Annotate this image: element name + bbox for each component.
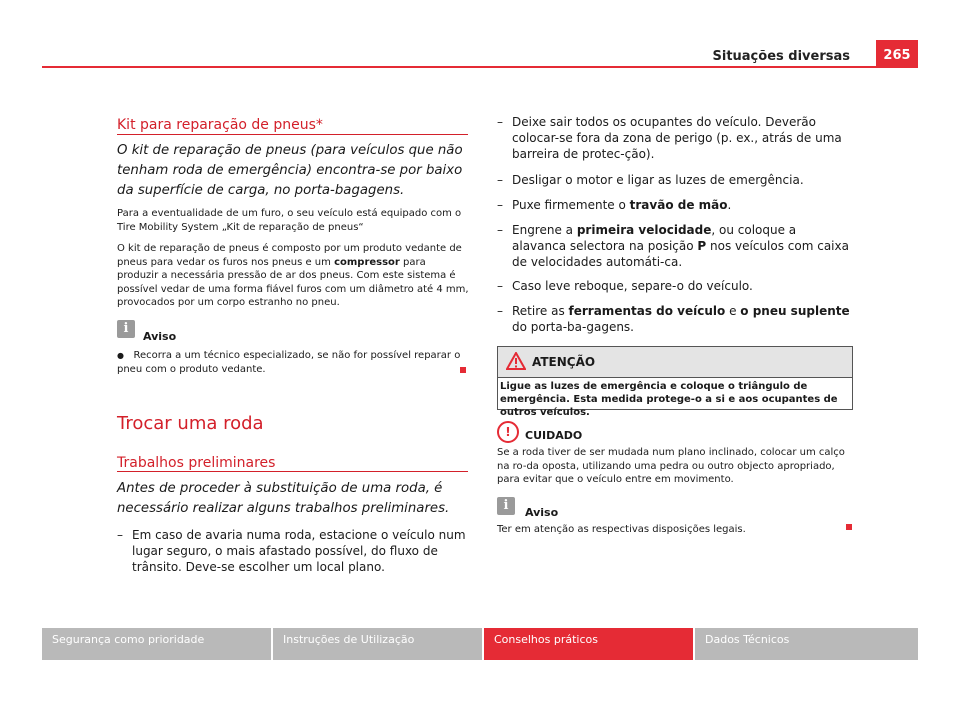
step-text: Desligar o motor e ligar as luzes de emergência. (512, 173, 804, 187)
kit-paragraph-2 (117, 242, 469, 310)
page-number: 265 (876, 40, 918, 66)
step-text (512, 222, 853, 270)
prelim-lead-text: Antes de proceder à substituição de uma roda, é necessário realizar alguns trabalhos preliminares. (117, 481, 450, 516)
running-header-title: Situações diversas (712, 49, 850, 64)
kit-p2-text-end: para produzir a necessária pressão de ar dos pneus. Com este sistema é possível vedar de uma forma fiável furos com um diâmetro até 4 mm, provocados por um corpo estranho no pneu. (117, 256, 469, 308)
step-text-part: , ou coloque a alavanca selectora na posição (512, 223, 797, 253)
section-end-mark (460, 367, 466, 373)
step-item (497, 197, 853, 213)
kit-lead-text: O kit de reparação de pneus (para veículos que não tenham roda de emergência) encontra-se por baixo da superfície de carga, no porta-bagagens. (117, 143, 463, 198)
dash-mark: – (497, 223, 503, 237)
aviso-text (117, 349, 469, 376)
caution-text: Se a roda tiver de ser mudada num plano inclinado, colocar um calço na ro-da oposta, utilizando uma pedra ou outro objecto apropriado, para evitar que o veículo entre em movimento. (497, 447, 845, 485)
step-text-part: . (727, 198, 732, 212)
caution-icon: ! (497, 421, 519, 443)
kit-paragraph-1: Para a eventualidade de um furo, o seu veículo está equipado com o Tire Mobility System „Kit de reparação de pneus“ (117, 208, 462, 233)
footer-tab-label: Instruções de Utilização (283, 633, 415, 646)
footer-tab-label: Segurança como prioridade (52, 633, 205, 646)
header-rule (42, 66, 918, 68)
warning-box (497, 346, 853, 418)
footer-tab-instructions[interactable] (273, 628, 482, 660)
kit-p2-text: O kit de reparação de pneus é composto por um produto vedante de pneus para vedar os furos nos pneus e um (117, 243, 462, 268)
dash-mark: – (117, 528, 123, 542)
dash-mark: – (497, 304, 503, 318)
step-bold: P (697, 239, 707, 253)
step-text (512, 303, 853, 335)
footer-tab-safety[interactable] (42, 628, 271, 660)
footer-tab-technical-data[interactable] (695, 628, 918, 660)
dash-mark: – (497, 279, 503, 293)
step-text-part: Puxe firmemente o (512, 198, 630, 212)
step-text: Deixe sair todos os ocupantes do veículo. Deverão colocar-se fora da zona de perigo (p. ex., atrás de uma barreira de protec-ção). (512, 115, 842, 161)
dash-mark: – (497, 115, 503, 129)
kit-p2-bold: compressor (334, 256, 400, 268)
step-item (497, 222, 853, 270)
step-text-part: Engrene a (512, 223, 577, 237)
step-item (497, 114, 853, 162)
aviso-label: Aviso (525, 506, 559, 519)
aviso-label: Aviso (143, 330, 177, 343)
footer-tab-label: Dados Técnicos (705, 633, 790, 646)
bullet-icon: ● (117, 351, 124, 360)
prelim-section-title: Trabalhos preliminares (117, 455, 276, 471)
kit-section-rule (117, 134, 468, 135)
step-text-part: e (725, 304, 741, 318)
step-bold: o pneu suplente (740, 304, 850, 318)
kit-section-title: Kit para reparação de pneus* (117, 117, 323, 133)
step-text (512, 197, 853, 213)
warning-text: Ligue as luzes de emergência e coloque o triângulo de emergência. Esta medida protege-o a si e aos ocupantes de outros veículos. (500, 381, 838, 418)
step-bold: travão de mão (629, 198, 728, 212)
warning-header (498, 347, 852, 378)
step-bold: ferramentas do veículo (568, 304, 726, 318)
aviso-text: Ter em atenção as respectivas disposições legais. (497, 524, 746, 535)
warning-label: ATENÇÃO (532, 355, 596, 369)
step-text-part: do porta-ba-gagens. (512, 320, 634, 334)
step-item (497, 278, 853, 294)
aviso-text-content: Recorra a um técnico especializado, se não for possível reparar o pneu com o produto vedante. (117, 350, 461, 375)
warning-triangle-icon (506, 352, 526, 370)
section-end-mark (846, 524, 852, 530)
step-item (497, 172, 853, 188)
step-text: Caso leve reboque, separe-o do veículo. (512, 279, 753, 293)
footer-tab-label: Conselhos práticos (494, 633, 598, 646)
dash-mark: – (497, 173, 503, 187)
chapter-title: Trocar uma roda (117, 413, 264, 434)
dash-mark: – (497, 198, 503, 212)
step-item (117, 527, 469, 575)
footer-tab-practical-advice[interactable] (484, 628, 693, 660)
caution-label: CUIDADO (525, 429, 583, 442)
step-text-part: Retire as (512, 304, 569, 318)
info-icon: i (497, 497, 515, 515)
step-text-part: nos veículos com caixa de velocidades automáti-ca. (512, 239, 849, 269)
step-text: Em caso de avaria numa roda, estacione o veículo num lugar seguro, o mais afastado possível, do fluxo de trânsito. Deve-se escolher um local plano. (132, 528, 466, 574)
step-item (497, 303, 853, 335)
info-icon: i (117, 320, 135, 338)
prelim-section-rule (117, 471, 468, 472)
step-bold: primeira velocidade (576, 223, 712, 237)
